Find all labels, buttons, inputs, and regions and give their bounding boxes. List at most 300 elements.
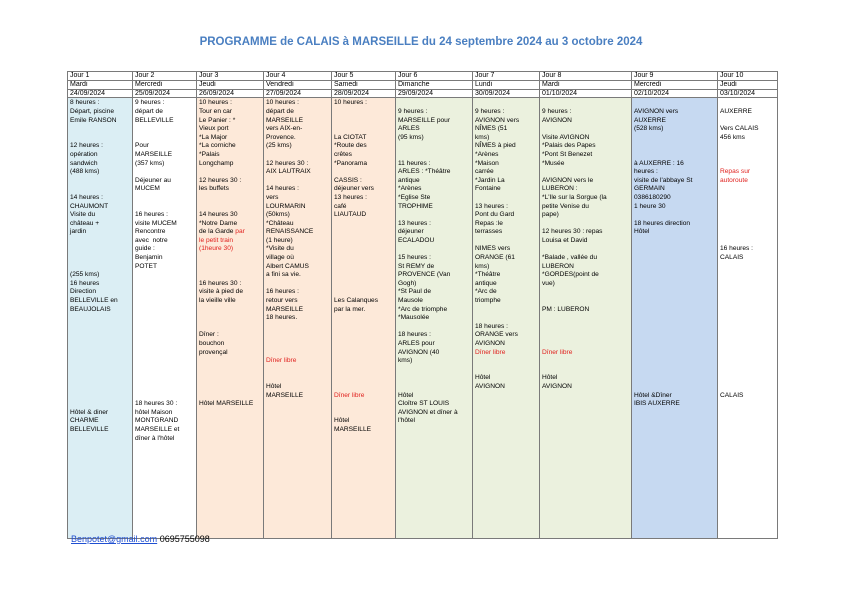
weekday-row <box>68 80 778 89</box>
schedule-line <box>542 142 629 151</box>
schedule-text: BELLEVILLE <box>135 116 174 124</box>
schedule-line <box>398 108 470 117</box>
schedule-line <box>199 271 261 280</box>
schedule-line <box>475 117 537 126</box>
schedule-line <box>634 288 715 297</box>
schedule-text: TROPHIME <box>398 202 433 210</box>
phone-number: 0695755098 <box>157 534 210 544</box>
schedule-line <box>542 237 629 246</box>
schedule-line <box>334 340 393 349</box>
schedule-line <box>542 108 629 117</box>
schedule-line <box>199 383 261 392</box>
schedule-line <box>334 426 393 435</box>
schedule-line <box>720 160 775 169</box>
schedule-line <box>398 211 470 220</box>
schedule-text: Mausole <box>398 297 423 305</box>
schedule-line <box>266 331 329 340</box>
schedule-line <box>542 349 629 358</box>
schedule-text: vers AIX-en- <box>266 125 303 133</box>
schedule-text: Visite du <box>70 211 96 219</box>
schedule-line <box>266 349 329 358</box>
schedule-line <box>266 280 329 289</box>
schedule-line <box>398 185 470 194</box>
day-10-schedule <box>718 98 778 539</box>
schedule-text: *GORDES(point de <box>542 271 599 279</box>
schedule-line <box>199 374 261 383</box>
schedule-line <box>720 125 775 134</box>
schedule-text: PM : LUBERON <box>542 305 590 313</box>
schedule-text: MARSEILLE <box>266 391 304 399</box>
schedule-text: BEAUJOLAIS <box>70 305 111 313</box>
schedule-text: Pour <box>135 142 149 150</box>
day-weekday: Vendredi <box>264 80 332 89</box>
schedule-line <box>634 168 715 177</box>
schedule-text: départ de <box>135 107 163 115</box>
schedule-line <box>475 288 537 297</box>
schedule-line <box>475 228 537 237</box>
schedule-line <box>542 306 629 315</box>
schedule-text: Louisa et David <box>542 236 588 244</box>
schedule-text: vers <box>266 193 279 201</box>
schedule-text: CALAIS <box>720 254 744 262</box>
schedule-line <box>634 108 715 117</box>
schedule-line <box>199 297 261 306</box>
schedule-line <box>135 99 194 108</box>
schedule-line <box>135 288 194 297</box>
schedule-text: provençal <box>199 348 228 356</box>
schedule-line <box>634 357 715 366</box>
schedule-text: IBIS AUXERRE <box>634 400 680 408</box>
schedule-line <box>266 306 329 315</box>
day-weekday: Jeudi <box>718 80 778 89</box>
schedule-text: RENAISSANCE <box>266 228 314 236</box>
day-weekday: Mardi <box>540 80 632 89</box>
day-1-schedule <box>68 98 133 539</box>
schedule-line <box>720 306 775 315</box>
day-4-schedule <box>264 98 332 539</box>
schedule-text: ORANGE (61 <box>475 254 515 262</box>
schedule-text: *Château <box>266 219 294 227</box>
schedule-line <box>199 349 261 358</box>
highlight-text: par <box>235 228 245 236</box>
email-link[interactable]: Benpotet@gmail.com <box>71 534 158 544</box>
schedule-line <box>199 400 261 409</box>
schedule-text: St REMY de <box>398 262 435 270</box>
schedule-line <box>199 203 261 212</box>
schedule-line <box>720 314 775 323</box>
schedule-text: Les Calanques <box>334 297 378 305</box>
day-name: Jour 4 <box>264 72 332 81</box>
schedule-text: 10 heures : <box>266 99 299 107</box>
schedule-text: Repas :le <box>475 219 503 227</box>
schedule-line <box>334 168 393 177</box>
schedule-line <box>475 306 537 315</box>
schedule-line <box>334 383 393 392</box>
schedule-line <box>70 108 130 117</box>
schedule-text: (357 kms) <box>135 159 165 167</box>
schedule-text: (95 kms) <box>398 133 424 141</box>
schedule-line <box>334 125 393 134</box>
day-2-schedule <box>133 98 197 539</box>
schedule-line <box>266 211 329 220</box>
schedule-text: (255 kms) <box>70 271 100 279</box>
schedule-line <box>135 211 194 220</box>
schedule-text: crêtes <box>334 150 352 158</box>
schedule-text: AUXERRE <box>634 116 666 124</box>
schedule-line <box>135 323 194 332</box>
schedule-line <box>398 357 470 366</box>
schedule-text: 9 heures : <box>475 107 505 115</box>
schedule-text: *Arènes <box>398 185 422 193</box>
schedule-text: *Arc de <box>475 288 497 296</box>
schedule-line <box>398 271 470 280</box>
schedule-line <box>475 237 537 246</box>
schedule-line <box>70 117 130 126</box>
schedule-line <box>475 331 537 340</box>
schedule-line <box>542 340 629 349</box>
day-weekday: Jeudi <box>197 80 264 89</box>
schedule-text: *Pont St Benezet <box>542 150 593 158</box>
schedule-line <box>475 340 537 349</box>
schedule-line <box>634 99 715 108</box>
schedule-line <box>199 366 261 375</box>
schedule-line <box>334 288 393 297</box>
schedule-text: à AUXERRE : 16 <box>634 159 684 167</box>
schedule-line <box>266 134 329 143</box>
schedule-line <box>135 331 194 340</box>
schedule-line <box>135 245 194 254</box>
schedule-line <box>398 340 470 349</box>
schedule-text: *Palais <box>199 150 220 158</box>
schedule-text: Rencontre <box>135 228 166 236</box>
schedule-line <box>720 151 775 160</box>
schedule-text: ECALADOU <box>398 236 435 244</box>
schedule-text: *Théâtre <box>475 271 501 279</box>
schedule-text: 13 heures : <box>475 202 508 210</box>
schedule-line <box>334 392 393 401</box>
schedule-line <box>334 366 393 375</box>
schedule-line <box>542 220 629 229</box>
day-name: Jour 5 <box>332 72 396 81</box>
day-date: 24/09/2024 <box>68 89 133 98</box>
day-date: 30/09/2024 <box>473 89 540 98</box>
highlight-text: Dîner libre <box>266 357 297 365</box>
schedule-line <box>475 263 537 272</box>
schedule-line <box>634 151 715 160</box>
schedule-line <box>542 314 629 323</box>
day-weekday: Mardi <box>68 80 133 89</box>
schedule-line <box>266 168 329 177</box>
schedule-text: AVIGNON et dîner à <box>398 408 458 416</box>
page-title: PROGRAMME de CALAIS à MARSEILLE du 24 septembre 2024 au 3 octobre 2024 <box>199 36 643 48</box>
schedule-line <box>199 280 261 289</box>
schedule-line <box>199 245 261 254</box>
schedule-line <box>542 134 629 143</box>
schedule-text: jardin <box>70 228 87 236</box>
schedule-text: 9 heures : <box>398 107 428 115</box>
schedule-line <box>475 151 537 160</box>
schedule-text: 12 heures 30 : <box>266 159 309 167</box>
schedule-line <box>334 99 393 108</box>
schedule-line <box>398 228 470 237</box>
schedule-line <box>266 357 329 366</box>
schedule-line <box>135 117 194 126</box>
schedule-line <box>398 177 470 186</box>
schedule-line <box>542 297 629 306</box>
schedule-line <box>135 177 194 186</box>
schedule-text: *Jardin La <box>475 176 505 184</box>
schedule-text: 16 heures : <box>135 211 168 219</box>
schedule-line <box>542 203 629 212</box>
schedule-line <box>398 280 470 289</box>
schedule-line <box>266 220 329 229</box>
day-date: 03/10/2024 <box>718 89 778 98</box>
schedule-line <box>398 383 470 392</box>
schedule-line <box>542 323 629 332</box>
schedule-line <box>634 177 715 186</box>
schedule-line <box>720 117 775 126</box>
day-date: 26/09/2024 <box>197 89 264 98</box>
schedule-line <box>398 168 470 177</box>
schedule-text: CASSIS : <box>334 176 362 184</box>
schedule-text: château + <box>70 219 100 227</box>
schedule-text: kms) <box>475 262 490 270</box>
schedule-line <box>70 220 130 229</box>
schedule-text: Gogh) <box>398 279 417 287</box>
schedule-text: *St Paul de <box>398 288 431 296</box>
schedule-text: l'hôtel <box>398 417 416 425</box>
schedule-line <box>135 108 194 117</box>
schedule-line <box>634 366 715 375</box>
schedule-line <box>135 142 194 151</box>
schedule-text: 18 heures. <box>266 314 298 322</box>
schedule-line <box>135 254 194 263</box>
schedule-line <box>70 151 130 160</box>
schedule-line <box>199 99 261 108</box>
schedule-text: Départ, piscine <box>70 107 114 115</box>
schedule-line <box>720 280 775 289</box>
schedule-line <box>334 306 393 315</box>
day-6-schedule <box>396 98 473 539</box>
schedule-line <box>634 331 715 340</box>
schedule-line <box>720 349 775 358</box>
schedule-text: 13 heures : <box>334 193 367 201</box>
schedule-line <box>720 99 775 108</box>
schedule-line <box>70 357 130 366</box>
schedule-text: MARSEILLE <box>334 425 372 433</box>
schedule-line <box>199 125 261 134</box>
schedule-line <box>475 185 537 194</box>
schedule-line <box>634 211 715 220</box>
schedule-line <box>135 134 194 143</box>
schedule-text: Vers CALAIS <box>720 125 759 133</box>
schedule-line <box>475 349 537 358</box>
day-8-schedule <box>540 98 632 539</box>
schedule-line <box>135 194 194 203</box>
schedule-text: AIX LAUTRAIX <box>266 168 311 176</box>
schedule-line <box>634 194 715 203</box>
schedule-line <box>475 323 537 332</box>
schedule-line <box>135 409 194 418</box>
schedule-line <box>720 271 775 280</box>
schedule-text: MARSEILLE <box>135 150 173 158</box>
schedule-line <box>266 108 329 117</box>
schedule-text: Longchamp <box>199 159 234 167</box>
schedule-line <box>542 288 629 297</box>
schedule-text: (1 heure) <box>266 236 293 244</box>
schedule-line <box>634 314 715 323</box>
schedule-line <box>542 211 629 220</box>
schedule-line <box>475 99 537 108</box>
schedule-line <box>199 185 261 194</box>
schedule-line <box>634 383 715 392</box>
schedule-line <box>398 392 470 401</box>
schedule-text: LUBERON : <box>542 185 578 193</box>
highlight-text: Dîner libre <box>475 348 506 356</box>
schedule-text: MARSEILLE <box>266 116 304 124</box>
schedule-text: Direction <box>70 288 97 296</box>
schedule-line <box>720 194 775 203</box>
schedule-line <box>475 125 537 134</box>
schedule-text: BELLEVILLE en <box>70 297 118 305</box>
schedule-text: déjeuner vers <box>334 185 374 193</box>
day-date: 27/09/2024 <box>264 89 332 98</box>
schedule-text: Vieux port <box>199 125 229 133</box>
schedule-line <box>334 280 393 289</box>
schedule-line <box>135 263 194 272</box>
schedule-line <box>266 383 329 392</box>
schedule-line <box>199 357 261 366</box>
day-weekday: Mercredi <box>133 80 197 89</box>
schedule-line <box>135 426 194 435</box>
schedule-text: antique <box>475 279 497 287</box>
schedule-line <box>334 263 393 272</box>
schedule-text: 13 heures : <box>398 219 431 227</box>
schedule-text: déjeuner <box>398 228 424 236</box>
schedule-text: hôtel Maison <box>135 408 173 416</box>
schedule-line <box>135 349 194 358</box>
schedule-line <box>634 280 715 289</box>
schedule-line <box>199 108 261 117</box>
schedule-line <box>199 134 261 143</box>
schedule-line <box>398 349 470 358</box>
schedule-line <box>334 134 393 143</box>
schedule-line <box>542 194 629 203</box>
schedule-line <box>398 254 470 263</box>
schedule-line <box>634 340 715 349</box>
schedule-text: pape) <box>542 211 559 219</box>
schedule-text: Benjamin <box>135 254 163 262</box>
day-weekday: Mercredi <box>632 80 718 89</box>
schedule-line <box>720 177 775 186</box>
day-weekday: Samedi <box>332 80 396 89</box>
schedule-line <box>634 254 715 263</box>
schedule-line <box>70 400 130 409</box>
schedule-line <box>475 280 537 289</box>
schedule-text: avec notre <box>135 236 168 244</box>
schedule-line <box>398 134 470 143</box>
schedule-text: AVIGNON vers <box>475 116 520 124</box>
schedule-text: kms) <box>475 133 490 141</box>
schedule-line <box>398 117 470 126</box>
schedule-text: CHAUMONT <box>70 202 109 210</box>
schedule-text: 18 heures direction <box>634 219 691 227</box>
schedule-line <box>135 340 194 349</box>
day-name: Jour 9 <box>632 72 718 81</box>
schedule-line <box>634 228 715 237</box>
schedule-text: ARLES <box>398 125 420 133</box>
schedule-line <box>70 254 130 263</box>
schedule-text: 0386180290 <box>634 193 671 201</box>
schedule-line <box>720 288 775 297</box>
schedule-line <box>542 263 629 272</box>
schedule-text: 12 heures 30 : <box>199 176 242 184</box>
schedule-text: visite de l'abbaye St <box>634 176 693 184</box>
schedule-line <box>398 237 470 246</box>
schedule-line <box>70 160 130 169</box>
schedule-line <box>70 306 130 315</box>
schedule-line <box>720 340 775 349</box>
schedule-line <box>135 280 194 289</box>
day-name: Jour 2 <box>133 72 197 81</box>
schedule-text: 9 heures : <box>135 99 165 107</box>
schedule-line <box>334 211 393 220</box>
schedule-text: MARSEILLE et <box>135 425 180 433</box>
schedule-text: POTET <box>135 262 157 270</box>
schedule-line <box>542 331 629 340</box>
schedule-line <box>720 185 775 194</box>
schedule-line <box>475 366 537 375</box>
schedule-line <box>398 314 470 323</box>
schedule-text: Tour en car <box>199 107 232 115</box>
schedule-line <box>634 160 715 169</box>
schedule-line <box>720 254 775 263</box>
schedule-text: *Visite du <box>266 245 294 253</box>
schedule-row <box>68 98 778 539</box>
schedule-line <box>720 357 775 366</box>
day-date: 28/09/2024 <box>332 89 396 98</box>
schedule-line <box>199 263 261 272</box>
day-name: Jour 7 <box>473 72 540 81</box>
schedule-text: Albert CAMUS <box>266 262 309 270</box>
schedule-line <box>70 374 130 383</box>
schedule-text: MARSEILLE <box>266 305 304 313</box>
schedule-line <box>398 409 470 418</box>
schedule-text: Hôtel & diner <box>70 408 109 416</box>
schedule-line <box>334 417 393 426</box>
schedule-text: *Panorama <box>334 159 367 167</box>
highlight-text: (1heure 30) <box>199 245 234 253</box>
schedule-line <box>334 228 393 237</box>
schedule-line <box>70 125 130 134</box>
day-9-schedule <box>632 98 718 539</box>
schedule-line <box>199 117 261 126</box>
schedule-line <box>334 400 393 409</box>
schedule-text: LUBERON <box>542 262 574 270</box>
schedule-line <box>398 331 470 340</box>
schedule-line <box>199 314 261 323</box>
schedule-text: Hôtel MARSEILLE <box>199 400 254 408</box>
schedule-line <box>199 288 261 297</box>
day-name: Jour 1 <box>68 72 133 81</box>
schedule-line <box>70 288 130 297</box>
schedule-text: départ de <box>266 107 294 115</box>
schedule-text: (50kms) <box>266 211 290 219</box>
schedule-line <box>634 374 715 383</box>
schedule-line <box>542 185 629 194</box>
schedule-line <box>334 323 393 332</box>
schedule-text: de la Garde <box>199 228 236 236</box>
